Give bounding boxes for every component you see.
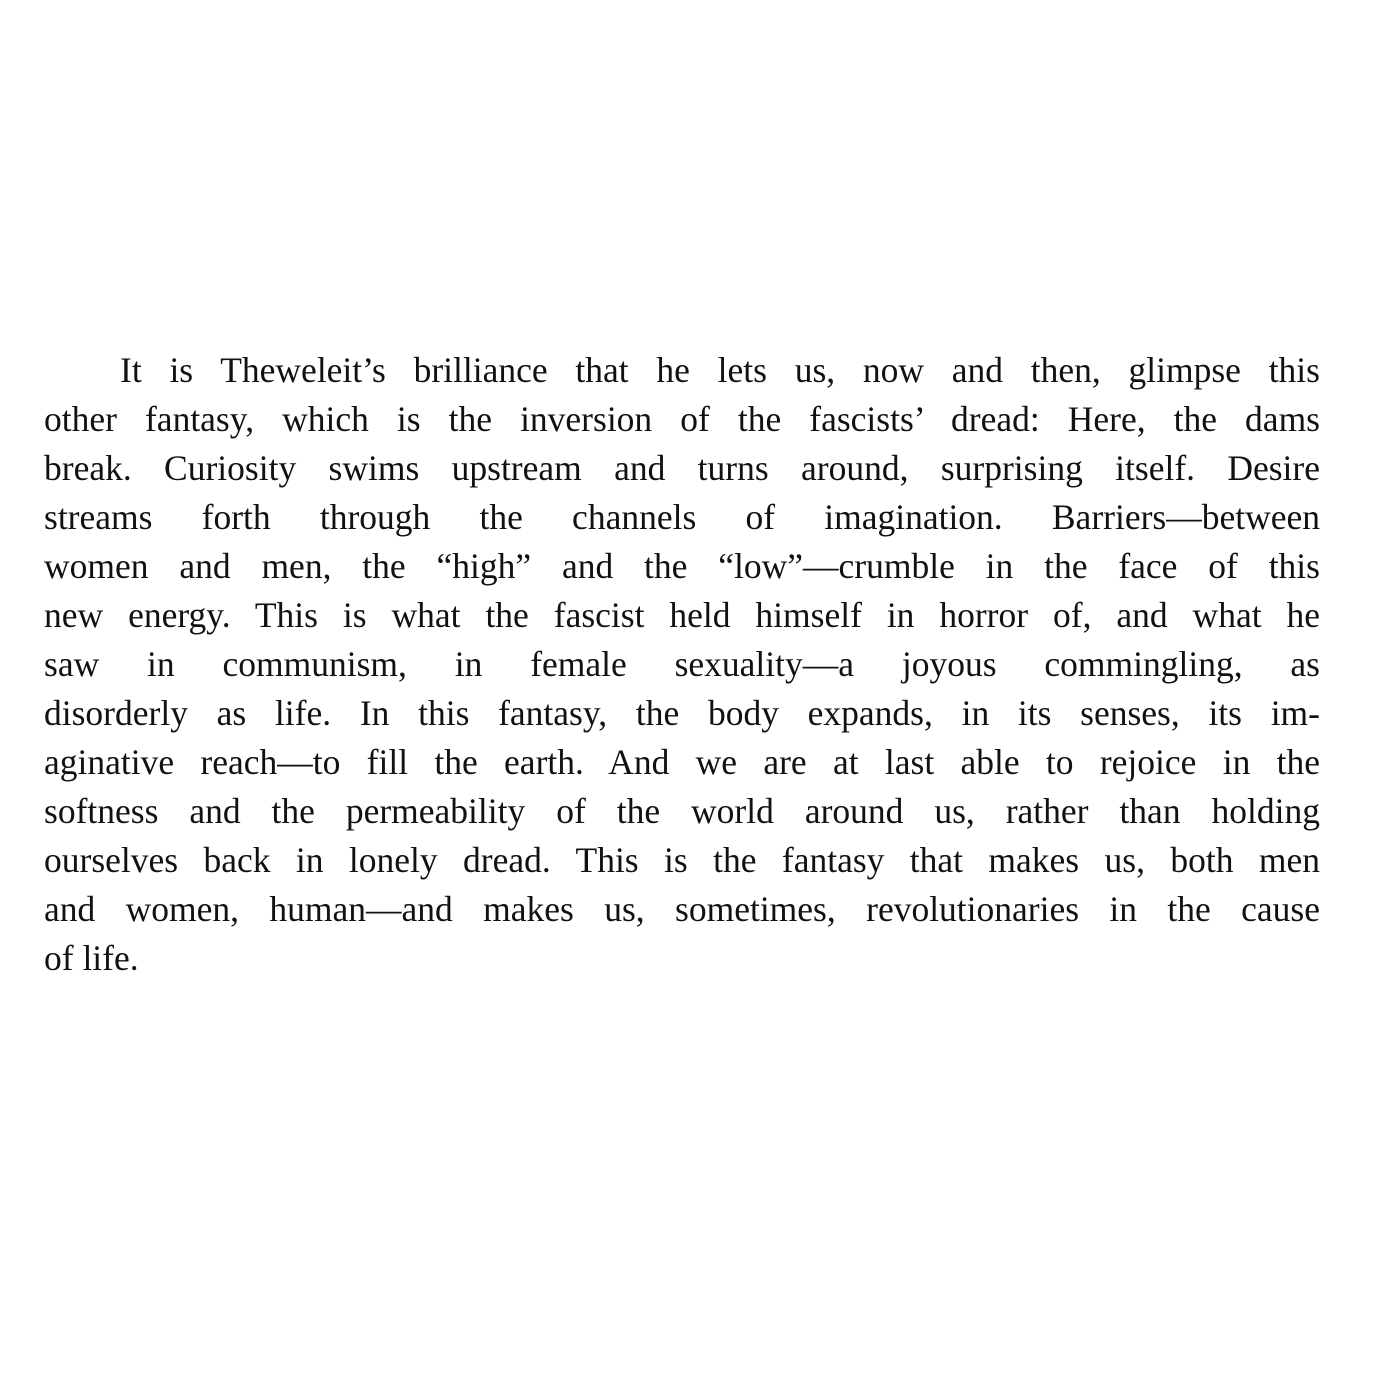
paragraph-line: other fantasy, which is the inversion of the fascists’ dread: Here, the dams: [44, 399, 1320, 439]
paragraph-line: streams forth through the channels of imagination. Barriers—between: [44, 497, 1320, 537]
paragraph-line: ourselves back in lonely dread. This is the fantasy that makes us, both men: [44, 840, 1320, 880]
paragraph-line: aginative reach—to fill the earth. And we are at last able to rejoice in the: [44, 742, 1320, 782]
paragraph-line: new energy. This is what the fascist held himself in horror of, and what he: [44, 595, 1320, 635]
paragraph-line: and women, human—and makes us, sometimes, revolutionaries in the cause: [44, 889, 1320, 929]
paragraph-line: softness and the permeability of the world around us, rather than holding: [44, 791, 1320, 831]
paragraph-line: It is Theweleit’s brilliance that he lets us, now and then, glimpse this: [120, 350, 1320, 390]
paragraph-line: disorderly as life. In this fantasy, the body expands, in its senses, its im-: [44, 693, 1320, 733]
paragraph-line: women and men, the “high” and the “low”—crumble in the face of this: [44, 546, 1320, 586]
paragraph-line: saw in communism, in female sexuality—a joyous commingling, as: [44, 644, 1320, 684]
paragraph-line: of life.: [44, 938, 139, 978]
paragraph-line: break. Curiosity swims upstream and turns around, surprising itself. Desire: [44, 448, 1320, 488]
body-paragraph: [44, 346, 1320, 983]
